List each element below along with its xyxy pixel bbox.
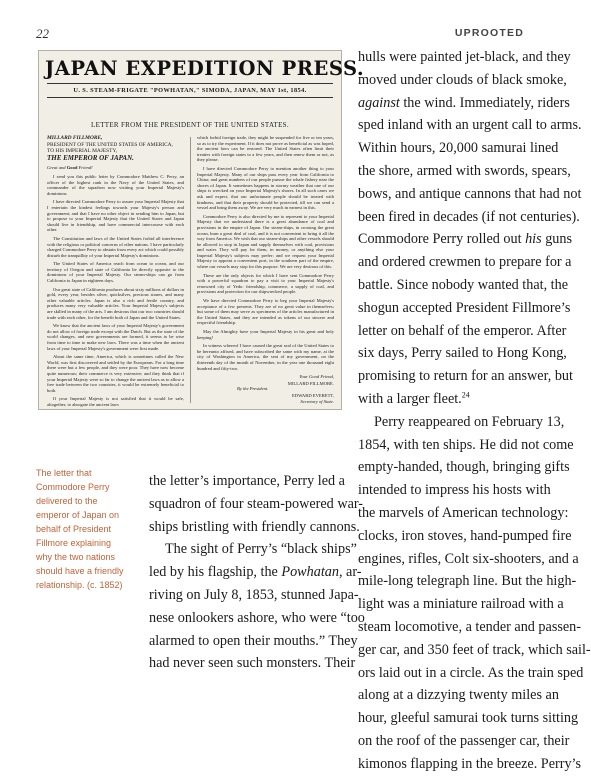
body-text-run: Commodore Perry rolled out: [358, 231, 526, 248]
body-text-run: with a larger fleet.: [358, 390, 462, 407]
body-line: had never seen such monsters. Their: [149, 655, 356, 672]
running-head: UPROOTED: [454, 27, 524, 39]
letter-headline: LETTER FROM THE PRESIDENT OF THE UNITED STATES.: [91, 121, 289, 129]
letter-paragraph: The United States of America reach from ocean to ocean, and our territory of Oregon and state of California lie directly opposite to the dominions of your Imperial Majesty. Our steam-ships can go from California to Japan in eighteen days.: [47, 261, 184, 284]
body-line: sped inland with an urgent call to arms.: [358, 117, 582, 134]
body-line: been fired in decades (if not centuries).: [358, 208, 580, 225]
letter-paragraph: I have directed Commodore Perry to mention another thing to your Imperial Majesty. Many of our ships pass every year from California to China; and great numbers of our people pursue the whale fishery near the shores of Japan. It sometimes happens in stormy weather that one of our ships is wrecked on your Imperial Majesty's shores. In all such cases we ask and expect, that our unfortunate people should be treated with kindness, and that their property should be protected, till we can send a vessel and bring them away. We are very much in earnest in this.: [197, 165, 334, 211]
letter-paragraph: The Constitution and laws of the United States forbid all interference with the religious or political concerns of other nations. I have particularly charged Commodore Perry to abstain from every act which could possibly disturb the tranquillity of your Imperial Majesty's dominions.: [47, 235, 184, 258]
masthead-rule: [47, 83, 333, 84]
body-line: intended to impress his hosts with: [358, 482, 551, 499]
letter-secretary: EDWARD EVERETT,: [291, 392, 334, 398]
body-line: 1854, with ten ships. He did not come: [358, 436, 574, 453]
body-line: Within hours, 20,000 samurai lined: [358, 140, 559, 157]
footnote-marker: 24: [461, 390, 470, 400]
body-line: moved under clouds of black smoke,: [358, 71, 567, 88]
letter-paragraph: We have directed Commodore Perry to beg your Imperial Majesty's acceptance of a few presents. They are of no great value in themselves; but some of them may serve as specimens of the articles manufactured in the United States, and they are intended as tokens of our sincere and respectful friendship.: [197, 298, 334, 326]
body-line: the shore, armed with swords, spears,: [358, 162, 571, 179]
body-line: hulls were painted jet-black, and they: [358, 49, 571, 65]
body-line: ger car, and 350 feet of track, which sail-: [358, 641, 591, 658]
body-line: engines, rifles, Colt six-shooters, and a: [358, 550, 579, 567]
body-line: Perry reappeared on February 13,: [374, 413, 565, 430]
body-line: empty-handed, though, bringing gifts: [358, 459, 570, 476]
letter-salutation: [47, 165, 184, 171]
body-line: on the roof of the passenger car, their: [358, 732, 570, 749]
body-text-run: the wind. Immediately, riders: [399, 94, 570, 111]
page-number: 22: [36, 26, 49, 41]
letter-paragraph: May the Almighty have your Imperial Majesty in his great and holy keeping!: [197, 329, 334, 340]
body-line: ors laid out in a circle. As the train sped: [358, 664, 584, 681]
letter-secretary-title: Secretary of State.: [300, 398, 334, 404]
body-text-run: guns: [541, 231, 572, 248]
body-line: riving on July 8, 1853, stunned Japa-: [149, 586, 359, 603]
salutation-good: Good: [66, 165, 78, 171]
body-text-right-column: [358, 46, 591, 776]
letter-paragraph: About the same time, America, which is sometimes called the New World, was first discovered and settled by the Europeans. For a long time there were but a few people, and they were poor. They have now become quite numerous; their commerce is very extensive; and they think that if your Imperial Majesty were so far to change the ancient laws as to allow a free trade between the two countries, it would be extremely beneficial to both.: [47, 354, 184, 393]
body-line: The sight of Perry’s “black ships”: [165, 541, 357, 558]
column-divider: [190, 137, 191, 403]
body-line: [358, 388, 524, 411]
dateline-rule: [47, 97, 333, 98]
body-line: shogun accepted President Fillmore’s: [358, 299, 571, 316]
body-line: squadron of four steam-powered war-: [149, 495, 364, 512]
body-line: hour, gleeful samurai took turns sitting: [358, 710, 579, 727]
body-text-italic: his: [525, 231, 542, 248]
body-line: along at a dizzying twenty miles an: [358, 687, 559, 704]
letter-paragraph: In witness whereof I have caused the great seal of the United States to be hereunto affixed, and have subscribed the same with my name, at the city of Washington in America, the seat of my government, on the thirteenth day of the month of November, in the year one thousand eight hundred and fifty-two.: [197, 343, 334, 371]
body-line: and ordered crewmen to prepare for a: [358, 254, 572, 271]
letter-closing: Your Good Friend,: [299, 374, 334, 380]
letter-signature: MILLARD FILLMORE.: [287, 380, 334, 386]
body-line: six days, Perry sailed to Hong Kong,: [358, 345, 567, 362]
letter-paragraph: Commodore Perry is also directed by me to represent to your Imperial Majesty that we understand there is a great abundance of coal and provisions in the empire of Japan. Our steam-ships, in crossing the great ocean, burn a great deal of coal, and it is not convenient to bring it all the way from America. We wish that our steam-ships and other vessels should be allowed to stop in Japan and supply themselves with coal, provisions and water. They will pay for them, in money, or anything else your Imperial Majesty's subjects may prefer; and we request your Imperial Majesty to appoint a convenient port, in the southern part of the empire, where our vessels may stop for this purpose. We are very desirous of this.: [197, 213, 334, 270]
letter-paragraph: which forbid foreign trade, they might be suspended for five or ten years, so as to try the experiment. If it does not prove as beneficial as was hoped, the ancient laws can be restored. The United States often limit their treaties with foreign states to a few years, and then renew them or not, as they please.: [197, 135, 334, 163]
letter-column-left: [47, 135, 184, 407]
letter-paragraph: I have directed Commodore Perry to assure your Imperial Majesty that I entertain the kindest feelings towards your Majesty's person and government; and that I have no other object in sending him to Japan, but to propose to your Imperial Majesty that the United States and Japan should live in friendship, and have commercial intercourse with each other.: [47, 199, 184, 233]
letter-paragraph: I send you this public letter by Commodore Matthew C. Perry, an officer of the highest rank in the Navy of the United States, and commander of the squadron now visiting your Imperial Majesty's dominions.: [47, 173, 184, 196]
body-line: ships bristling with friendly cannons.: [149, 518, 360, 535]
body-line: the marvels of American technology:: [358, 504, 569, 521]
body-line: [358, 92, 570, 115]
letter-heading: [47, 135, 184, 162]
letter-heading-name: MILLARD FILLMORE,: [47, 135, 103, 141]
body-line: steam locomotive, a tender and passen-: [358, 618, 581, 635]
figure-caption: The letter that Commodore Perry delivered to the emperor of Japan on behalf of President Fillmore explaining why the two nations should have a friendly relationship. (c. 1852): [36, 468, 124, 590]
body-line: mile-long telegraph line. But the high-: [358, 573, 577, 590]
body-line: promising to return for an answer, but: [358, 368, 573, 385]
body-text-left-column: [149, 470, 365, 675]
letter-heading-line2: PRESIDENT OF THE UNITED STATES OF AMERICA,: [47, 141, 173, 148]
salutation-part: Friend!: [77, 165, 93, 171]
body-line: the letter’s importance, Perry led a: [149, 473, 345, 489]
body-line: nese onlookers ashore, who were “too: [149, 609, 365, 626]
body-line: letter on behalf of the emperor. After: [358, 322, 567, 339]
newspaper-masthead: JAPAN EXPEDITION PRESS.: [45, 57, 365, 80]
body-text-italic: against: [358, 94, 400, 111]
letter-column-right: [197, 135, 334, 405]
body-line: battle. Since nobody wanted that, the: [358, 276, 568, 293]
letter-paragraph: These are the only objects for which I have sent Commodore Perry with a powerful squadron to pay a visit to your Imperial Majesty's renowned city of Yedo: friendship, commerce, a supply of coal, and provisions and protection for our shipwrecked people.: [197, 272, 334, 295]
body-line: kimonos flapping in the breeze. Perry’s: [358, 755, 582, 772]
letter-paragraph: Our great state of California produces about sixty millions of dollars in gold, every year, besides silver, quicksilver, precious stones, and many other valuable articles. Japan is also a rich and fertile country, and produces many very valuable articles. Your Imperial Majesty's subjects are skilled in many of the arts. I am desirous that our two countries should trade with each other, for the benefit both of Japan and the United States.: [47, 286, 184, 320]
body-line: light was a miniature railroad with a: [358, 596, 564, 613]
newspaper-dateline: U. S. STEAM-FRIGATE "POWHATAN," SIMODA, JAPAN, MAY 1st, 1854.: [73, 87, 307, 94]
letter-heading-title: THE EMPEROR OF JAPAN.: [47, 153, 134, 162]
body-line: [358, 228, 572, 251]
letter-heading-line3: TO HIS IMPERIAL MAJESTY,: [47, 148, 117, 155]
newspaper-figure: [38, 50, 365, 410]
letter-paragraph: We know that the ancient laws of your Imperial Majesty's government do not allow of foreign trade except with the Dutch. But as the state of the world changes, and new governments are formed, it seems to be wise from time to time to make new laws. There was a time when the ancient laws of your Imperial Majesty's government were first made.: [47, 323, 184, 351]
body-text-run: led by his flagship, the: [149, 564, 282, 581]
body-line: [149, 561, 362, 584]
letter-paragraph: If your Imperial Majesty is not satisfied that it would be safe, altogether, to abrogate the ancient laws: [47, 396, 184, 407]
letter-by-president: By the President.: [237, 386, 269, 392]
body-text-run: , ar-: [338, 564, 362, 581]
body-line: clocks, iron stoves, hand-pumped fire: [358, 527, 572, 544]
salutation-part: Great and: [47, 165, 67, 171]
body-text-italic: Powhatan: [281, 564, 339, 581]
body-line: alarmed to open their mouths.” They: [149, 632, 358, 649]
body-line: bows, and antique cannons that had not: [358, 185, 582, 202]
